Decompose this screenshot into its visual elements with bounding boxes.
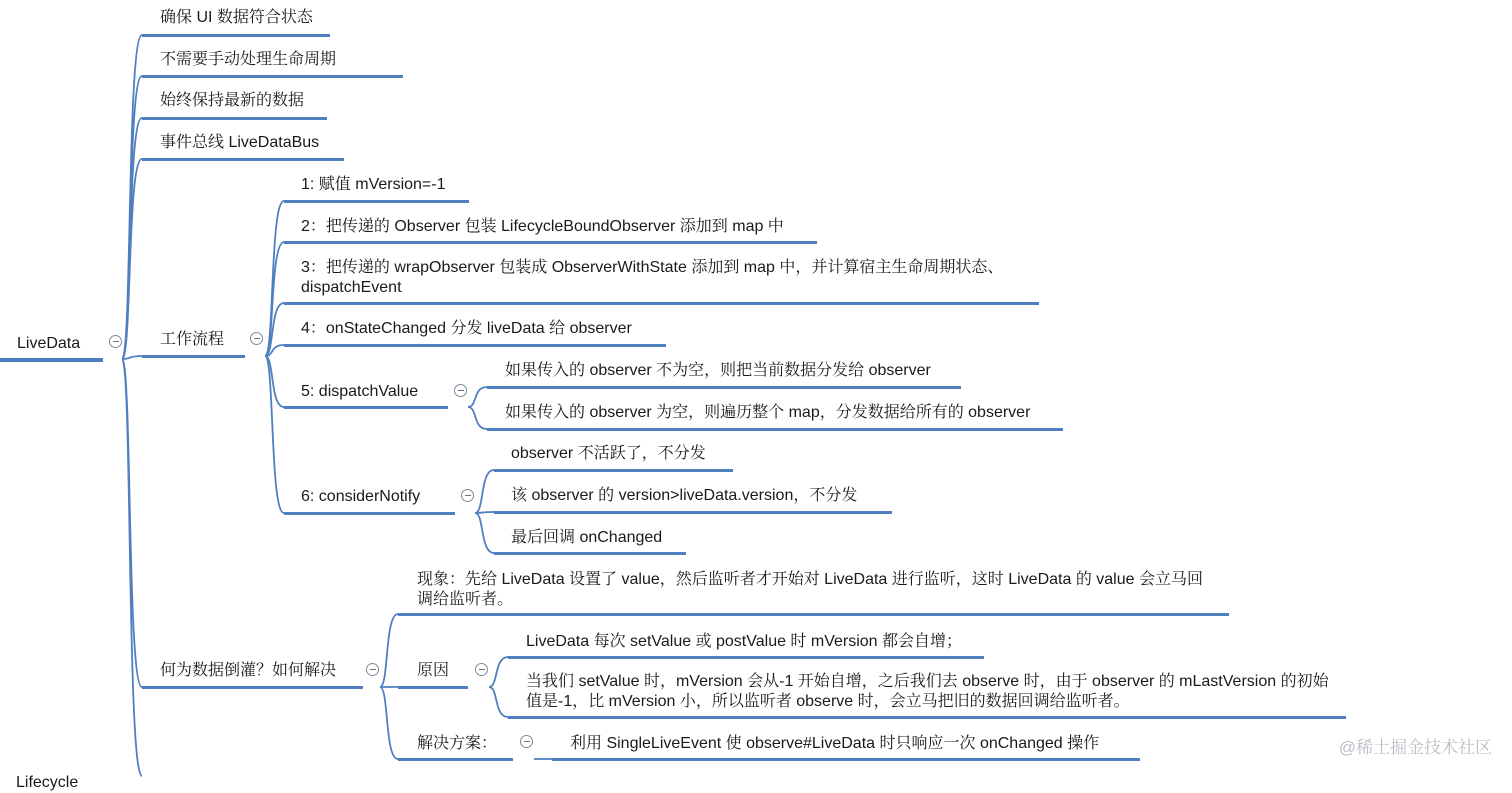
node-underline — [142, 34, 330, 37]
node-step-4[interactable]: 4：onStateChanged 分发 liveData 给 observer — [301, 320, 632, 337]
node-data-backflow[interactable]: 何为数据倒灌？如何解决 — [160, 662, 337, 679]
node-underline — [284, 200, 469, 203]
node-workflow[interactable]: 工作流程 — [160, 331, 225, 348]
node-feature-ui-state[interactable]: 确保 UI 数据符合状态 — [160, 9, 313, 26]
connector-curve — [475, 512, 494, 513]
connector-curve — [468, 407, 487, 429]
root-underline — [0, 358, 103, 362]
cause-collapse-toggle[interactable] — [475, 663, 488, 676]
node-underline — [142, 355, 245, 358]
node-cause-explanation[interactable]: 当我们 setValue 时，mVersion 会从-1 开始自增，之后我们去 observe 时，由于 observer 的 mLastVersion 的初始值是-1，比 mVersion 小，所以监听者 observe 时，会立马把旧的数据回调给监听者。 — [526, 673, 1329, 710]
node-underline — [398, 613, 1229, 616]
node-underline — [398, 758, 513, 761]
connector-curve — [380, 614, 398, 687]
backflow-collapse-toggle[interactable] — [366, 663, 379, 676]
node-feature-event-bus[interactable]: 事件总线 LiveDataBus — [160, 134, 320, 151]
node-underline — [494, 469, 733, 472]
node-underline — [284, 406, 448, 409]
node-step-2[interactable]: 2：把传递的 Observer 包装 LifecycleBoundObserver 添加到 map 中 — [301, 218, 784, 235]
dispatch-value-collapse-toggle[interactable] — [454, 384, 467, 397]
root-collapse-toggle[interactable] — [109, 335, 122, 348]
node-underline — [508, 656, 984, 659]
node-underline — [142, 158, 344, 161]
node-phenomenon[interactable]: 现象：先给 LiveData 设置了 value，然后监听者才开始对 LiveData 进行监听，这时 LiveData 的 value 会立马回调给监听者。 — [417, 571, 1203, 608]
node-step-6-consider-notify[interactable]: 6: considerNotify — [301, 488, 421, 505]
node-underline — [398, 686, 468, 689]
node-step-5-dispatch-value[interactable]: 5: dispatchValue — [301, 383, 419, 400]
connector-curve — [265, 356, 284, 513]
node-underline — [284, 512, 455, 515]
node-underline — [284, 344, 666, 347]
connector-curve — [489, 657, 508, 687]
node-step-3[interactable]: 3：把传递的 wrapObserver 包装成 ObserverWithState 添加到 map 中，并计算宿主生命周期状态、dispatchEvent — [301, 259, 1004, 296]
watermark: @稀土掘金技术社区 — [1338, 738, 1492, 757]
node-underline — [508, 716, 1346, 719]
node-underline — [284, 302, 1039, 305]
node-dispatch-nonnull[interactable]: 如果传入的 observer 不为空，则把当前数据分发给 observer — [505, 362, 931, 379]
node-underline — [142, 686, 363, 689]
node-underline — [142, 117, 327, 120]
workflow-collapse-toggle[interactable] — [250, 332, 263, 345]
node-notify-onchanged[interactable]: 最后回调 onChanged — [511, 529, 663, 546]
node-underline — [494, 552, 686, 555]
solution-collapse-toggle[interactable] — [520, 735, 533, 748]
connector-curve — [380, 687, 398, 759]
connector-curve — [489, 687, 508, 717]
connector-curve — [468, 387, 487, 407]
node-underline — [142, 75, 403, 78]
node-underline — [494, 511, 892, 514]
consider-notify-collapse-toggle[interactable] — [461, 489, 474, 502]
node-cause[interactable]: 原因 — [417, 662, 450, 679]
node-lifecycle-partial[interactable]: Lifecycle — [16, 774, 79, 791]
node-underline — [552, 758, 1140, 761]
node-feature-lifecycle[interactable]: 不需要手动处理生命周期 — [160, 51, 337, 68]
node-step-1[interactable]: 1: 赋值 mVersion=-1 — [301, 176, 446, 193]
node-underline — [284, 241, 817, 244]
node-notify-inactive[interactable]: observer 不活跃了，不分发 — [511, 445, 706, 462]
node-underline — [487, 386, 961, 389]
connector-curve — [122, 356, 142, 359]
node-dispatch-null[interactable]: 如果传入的 observer 为空，则遍历整个 map，分发数据给所有的 observer — [505, 404, 1031, 421]
connector-curve — [475, 513, 494, 553]
node-feature-latest-data[interactable]: 始终保持最新的数据 — [160, 92, 305, 109]
node-cause-mversion-increment[interactable]: LiveData 每次 setValue 或 postValue 时 mVersion 都会自增； — [526, 633, 963, 650]
node-solution[interactable]: 解决方案： — [417, 735, 498, 752]
node-notify-version[interactable]: 该 observer 的 version>liveData.version，不分发 — [511, 487, 858, 504]
node-underline — [487, 428, 1063, 431]
root-node-livedata[interactable]: LiveData — [17, 335, 81, 352]
connector-curve — [475, 470, 494, 513]
node-solution-single-live-event[interactable]: 利用 SingleLiveEvent 使 observe#LiveData 时只响应一次 onChanged 操作 — [570, 735, 1100, 752]
